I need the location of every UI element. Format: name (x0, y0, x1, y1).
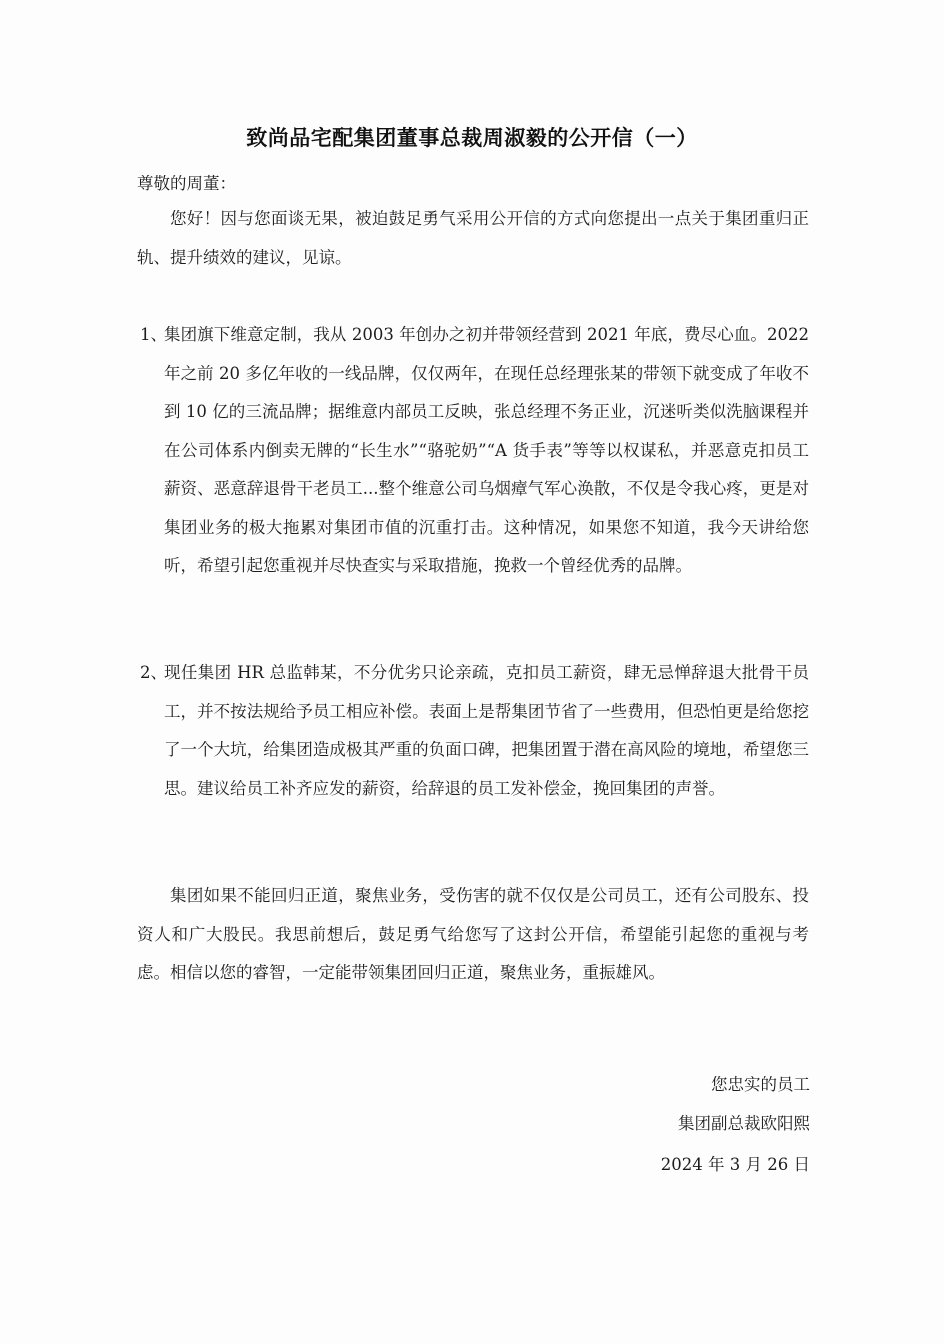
signature-name: 集团副总裁欧阳熙 (678, 1114, 810, 1133)
list-item-text: 集团旗下维意定制，我从 2003 年创办之初并带领经营到 2021 年底，费尽心血。2022 年之前 20 多亿年收的一线品牌，仅仅两年，在现任总经理张某的带领下就变成了年收不到 10 亿的三流品牌；据维意内部员工反映，张总经理不务正业，沉迷听类似洗脑课程并在公司体系内倒卖无牌的“长生水”“骆驼奶”“A 货手表”等等以权谋私，并恶意克扣员工薪资、恶意辞退骨干老员工...整个维意公司乌烟瘴气军心涣散，不仅是令我心疼，更是对集团业务的极大拖累对集团市值的沉重打击。这种情况，如果您不知道，我今天讲给您听，希望引起您重视并尽快查实与采取措施，挽救一个曾经优秀的品牌。 (164, 325, 809, 575)
closing-paragraph: 集团如果不能回归正道，聚焦业务，受伤害的就不仅仅是公司员工，还有公司股东、投资人和广大股民。我思前想后，鼓足勇气给您写了这封公开信，希望能引起您的重视与考虑。相信以您的睿智，一定能带领集团回归正道，聚焦业务，重振雄风。 (137, 886, 809, 982)
list-item (137, 316, 809, 586)
list-item-text: 现任集团 HR 总监韩某，不分优劣只论亲疏，克扣员工薪资，肆无忌惮辞退大批骨干员工，并不按法规给予员工相应补偿。表面上是帮集团节省了一些费用，但恐怕更是给您挖了一个大坑，给集团造成极其严重的负面口碑，把集团置于潜在高风险的境地，希望您三思。建议给员工补齐应发的薪资，给辞退的员工发补偿金，挽回集团的声誉。 (164, 663, 809, 798)
list-item-number: 1、 (140, 325, 167, 344)
list-item (137, 654, 809, 808)
letter-title: 致尚品宅配集团董事总裁周淑毅的公开信（一） (246, 126, 698, 150)
signature-date: 2024 年 3 月 26 日 (660, 1155, 810, 1174)
list-item-number: 2、 (140, 663, 167, 682)
signature-closing: 您忠实的员工 (711, 1075, 810, 1094)
salutation: 尊敬的周董： (137, 174, 236, 193)
intro-paragraph: 您好！因与您面谈无果，被迫鼓足勇气采用公开信的方式向您提出一点关于集团重归正轨、提升绩效的建议，见谅。 (137, 209, 809, 267)
